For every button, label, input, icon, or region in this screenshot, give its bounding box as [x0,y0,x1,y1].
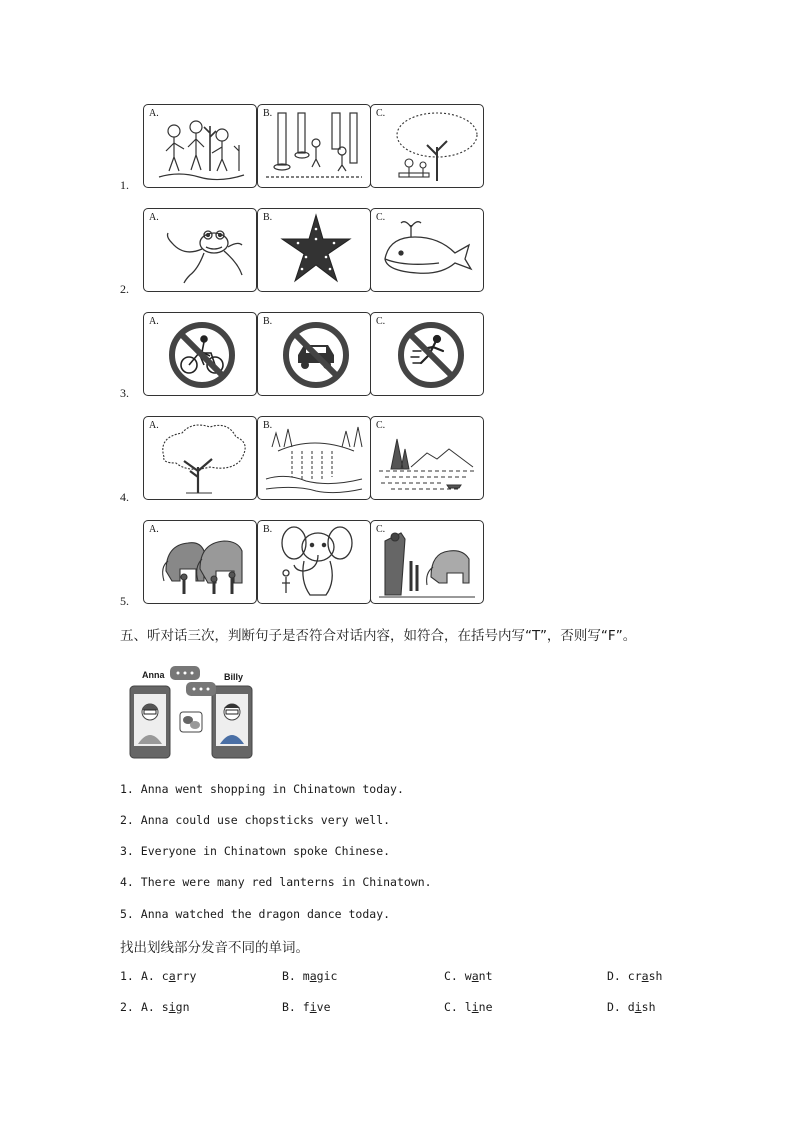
lake-mountain-icon [371,417,483,499]
sentence-3 [120,844,390,858]
option-label: B. [263,108,273,119]
phonics-row-number: 2. [120,1000,134,1014]
section-five-title: 五、听对话三次，判断句子是否符合对话内容，如符合，在括号内写“T”，否则写“F”。 [120,628,637,644]
picture-question-5 [0,520,794,608]
option-panel-5c[interactable] [370,520,484,604]
phonics-option-c[interactable]: C. line [444,1000,493,1014]
starfish-icon [258,209,370,291]
frog-icon [144,209,256,291]
option-label: B. [263,212,273,223]
phonics-option-b[interactable]: B. magic [282,969,338,983]
family-under-tree-icon [371,105,483,187]
question-number: 1. [120,178,129,192]
picture-question-2 [0,208,794,296]
option-label: C. [376,524,386,535]
option-label: C. [376,420,386,431]
option-panel-1c[interactable] [370,104,484,188]
no-cars-sign-icon [258,313,370,395]
option-label: B. [263,420,273,431]
sentence-text: Anna watched the dragon dance today. [140,907,391,921]
sentence-4 [120,875,432,889]
whale-icon [371,209,483,291]
option-panel-4a[interactable] [143,416,257,500]
phonics-option-b[interactable]: B. five [282,1000,331,1014]
option-label: C. [376,108,386,119]
option-panel-4b[interactable] [257,416,371,500]
option-panel-5a[interactable] [143,520,257,604]
sentence-text: There were many red lanterns in Chinatown. [140,875,432,889]
phonics-option-a[interactable]: A. sign [141,1000,190,1014]
sentence-5 [120,907,390,921]
question-number: 3. [120,386,129,400]
waterfall-forest-icon [258,417,370,499]
sentence-number: 3. [120,844,134,858]
option-label: B. [263,316,273,327]
option-panel-5b[interactable] [257,520,371,604]
picture-question-1 [0,104,794,192]
option-panel-3a[interactable] [143,312,257,396]
option-panel-1b[interactable] [257,104,371,188]
question-number: 2. [120,282,129,296]
option-panel-1a[interactable] [143,104,257,188]
option-panel-2b[interactable] [257,208,371,292]
sentence-text: Anna went shopping in Chinatown today. [140,782,404,796]
phonics-title: 找出划线部分发音不同的单词。 [120,940,309,956]
no-running-sign-icon [371,313,483,395]
phonics-option-c[interactable]: C. want [444,969,493,983]
option-label: B. [263,524,273,535]
option-panel-3b[interactable] [257,312,371,396]
sentence-number: 1. [120,782,134,796]
no-cycling-sign-icon [144,313,256,395]
sentence-number: 4. [120,875,134,889]
sentence-number: 2. [120,813,134,827]
option-panel-3c[interactable] [370,312,484,396]
option-label: A. [149,316,159,327]
sentence-text: Everyone in Chinatown spoke Chinese. [140,844,391,858]
sentence-1 [120,782,404,796]
anna-name-label: Anna [142,670,165,680]
phonics-option-d[interactable]: D. crash [607,969,663,983]
option-label: A. [149,524,159,535]
option-panel-2a[interactable] [143,208,257,292]
elephant-with-soldiers-icon [371,521,483,603]
children-planting-trees-icon [144,105,256,187]
sentence-number: 5. [120,907,134,921]
option-label: A. [149,420,159,431]
sentence-2 [120,813,390,827]
option-label: A. [149,212,159,223]
elephants-with-people-icon [144,521,256,603]
option-label: C. [376,316,386,327]
people-cutting-trees-icon [258,105,370,187]
question-number: 5. [120,594,129,608]
phonics-row-number: 1. [120,969,134,983]
cartoon-elephant-icon [258,521,370,603]
option-label: C. [376,212,386,223]
billy-name-label: Billy [224,672,244,682]
option-panel-2c[interactable] [370,208,484,292]
phonics-option-a[interactable]: A. carry [141,969,197,983]
phonics-option-d[interactable]: D. dish [607,1000,656,1014]
sentence-text: Anna could use chopsticks very well. [140,813,391,827]
chat-illustration [126,664,260,760]
picture-question-3 [0,312,794,400]
question-number: 4. [120,490,129,504]
big-tree-icon [144,417,256,499]
option-label: A. [149,108,159,119]
option-panel-4c[interactable] [370,416,484,500]
picture-question-4 [0,416,794,504]
